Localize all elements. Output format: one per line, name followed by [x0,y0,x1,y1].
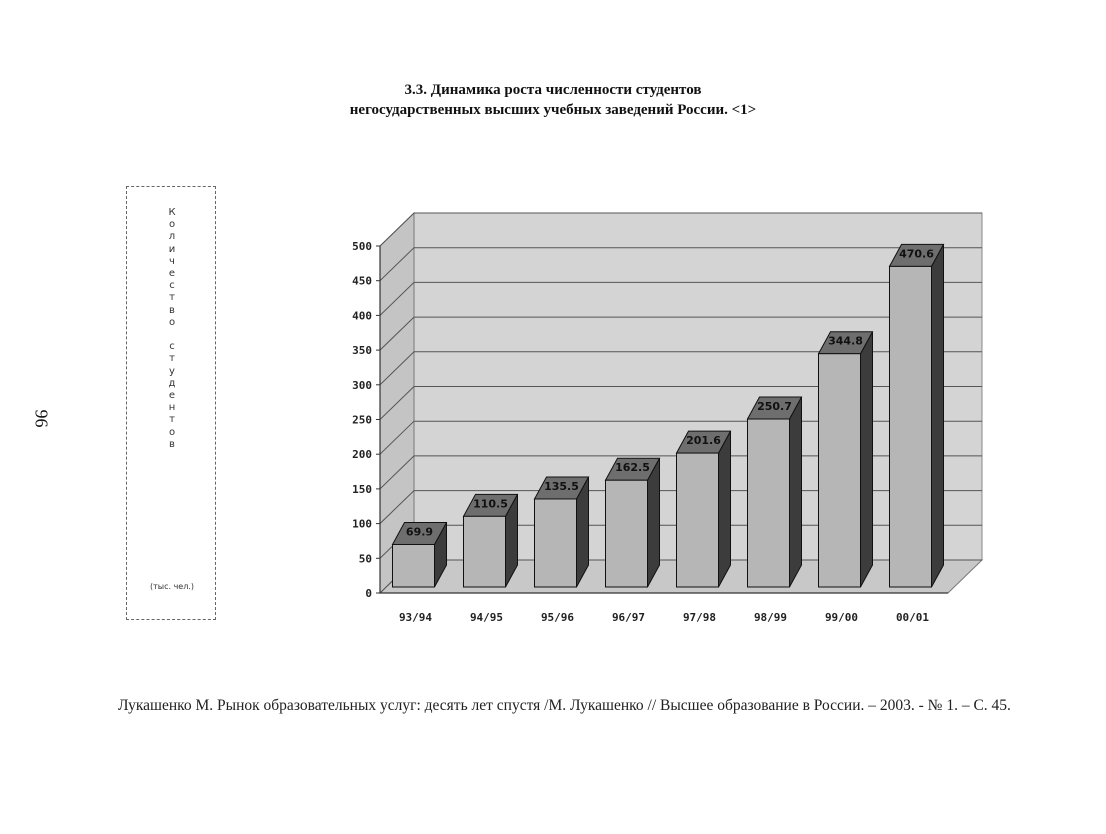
bar [535,499,577,587]
y-axis-unit: (тыс. чел.) [149,582,194,591]
y-axis-label-letter: о [168,316,176,328]
bar-data-label: 135.5 [544,479,579,493]
bar-data-label: 344.8 [828,334,863,348]
y-tick-label: 250 [352,413,372,427]
y-tick-label: 450 [352,274,372,288]
bar [464,516,506,587]
y-axis-label-letter: д [168,377,176,389]
y-axis-label-letter: н [168,402,176,414]
y-tick-label: 0 [365,587,372,600]
bar-side [790,397,802,587]
y-tick-label: 150 [352,482,372,496]
bar-side [932,244,944,587]
bar [748,419,790,587]
y-axis-label-letter: с [169,341,175,353]
bar [677,453,719,587]
y-axis-label-letter: с [169,280,175,292]
y-axis-label-letter: К [168,207,176,218]
y-axis-label-letter: в [169,438,175,450]
bar-data-label: 201.6 [686,434,721,448]
bar-side [719,431,731,587]
x-tick-label: 96/97 [611,611,646,624]
y-axis-label-letter: е [168,268,176,280]
y-tick-label: 350 [352,344,372,358]
y-tick-label: 400 [352,309,372,323]
x-tick-label: 99/00 [824,611,859,624]
bar [606,480,648,587]
y-axis-label-letter: т [169,414,175,426]
bar-data-label: 162.5 [615,461,650,475]
x-tick-label: 94/95 [469,611,504,624]
page-number: 96 [31,409,52,428]
bar [819,354,861,587]
x-tick-label: 97/98 [682,611,717,624]
y-tick-label: 300 [352,378,372,392]
x-tick-label: 93/94 [398,611,433,624]
x-tick-label: 00/01 [895,611,930,624]
bar [393,544,435,587]
bar-data-label: 250.7 [757,400,792,414]
source-note: Лукашенко М. Рынок образовательных услуг: десять лет спустя /М. Лукашенко // Высшее образование в России. – 2003. - № 1. – С. 45. [118,697,1011,714]
bar-data-label: 110.5 [473,497,508,511]
y-axis-label-letter: ч [169,255,175,267]
bar [890,266,932,587]
y-axis-label-letter: о [168,219,176,231]
bar-side [861,332,873,587]
y-axis-label-letter: т [169,353,175,365]
bar-data-label: 470.6 [899,247,934,261]
y-tick-label: 50 [358,552,372,566]
y-axis-label-letter: у [169,365,175,377]
y-axis-label-letter: л [168,231,176,243]
y-axis-label-letter: т [169,292,175,304]
y-tick-label: 100 [352,517,372,531]
bar-data-label: 69.9 [405,525,434,539]
y-axis-label-letter: в [169,304,175,316]
x-tick-label: 95/96 [540,611,575,624]
y-axis-label-letter: и [168,243,176,255]
y-tick-label: 500 [352,240,372,253]
x-tick-label: 98/99 [753,611,788,624]
y-axis-label-letter: о [168,426,176,438]
y-axis-label-letter: е [168,390,176,402]
chart-title-line-1: 3.3. Динамика роста численности студентов [404,82,702,98]
chart-title-line-2: негосударственных высших учебных заведений России. <1> [349,102,757,118]
y-tick-label: 200 [352,448,372,462]
